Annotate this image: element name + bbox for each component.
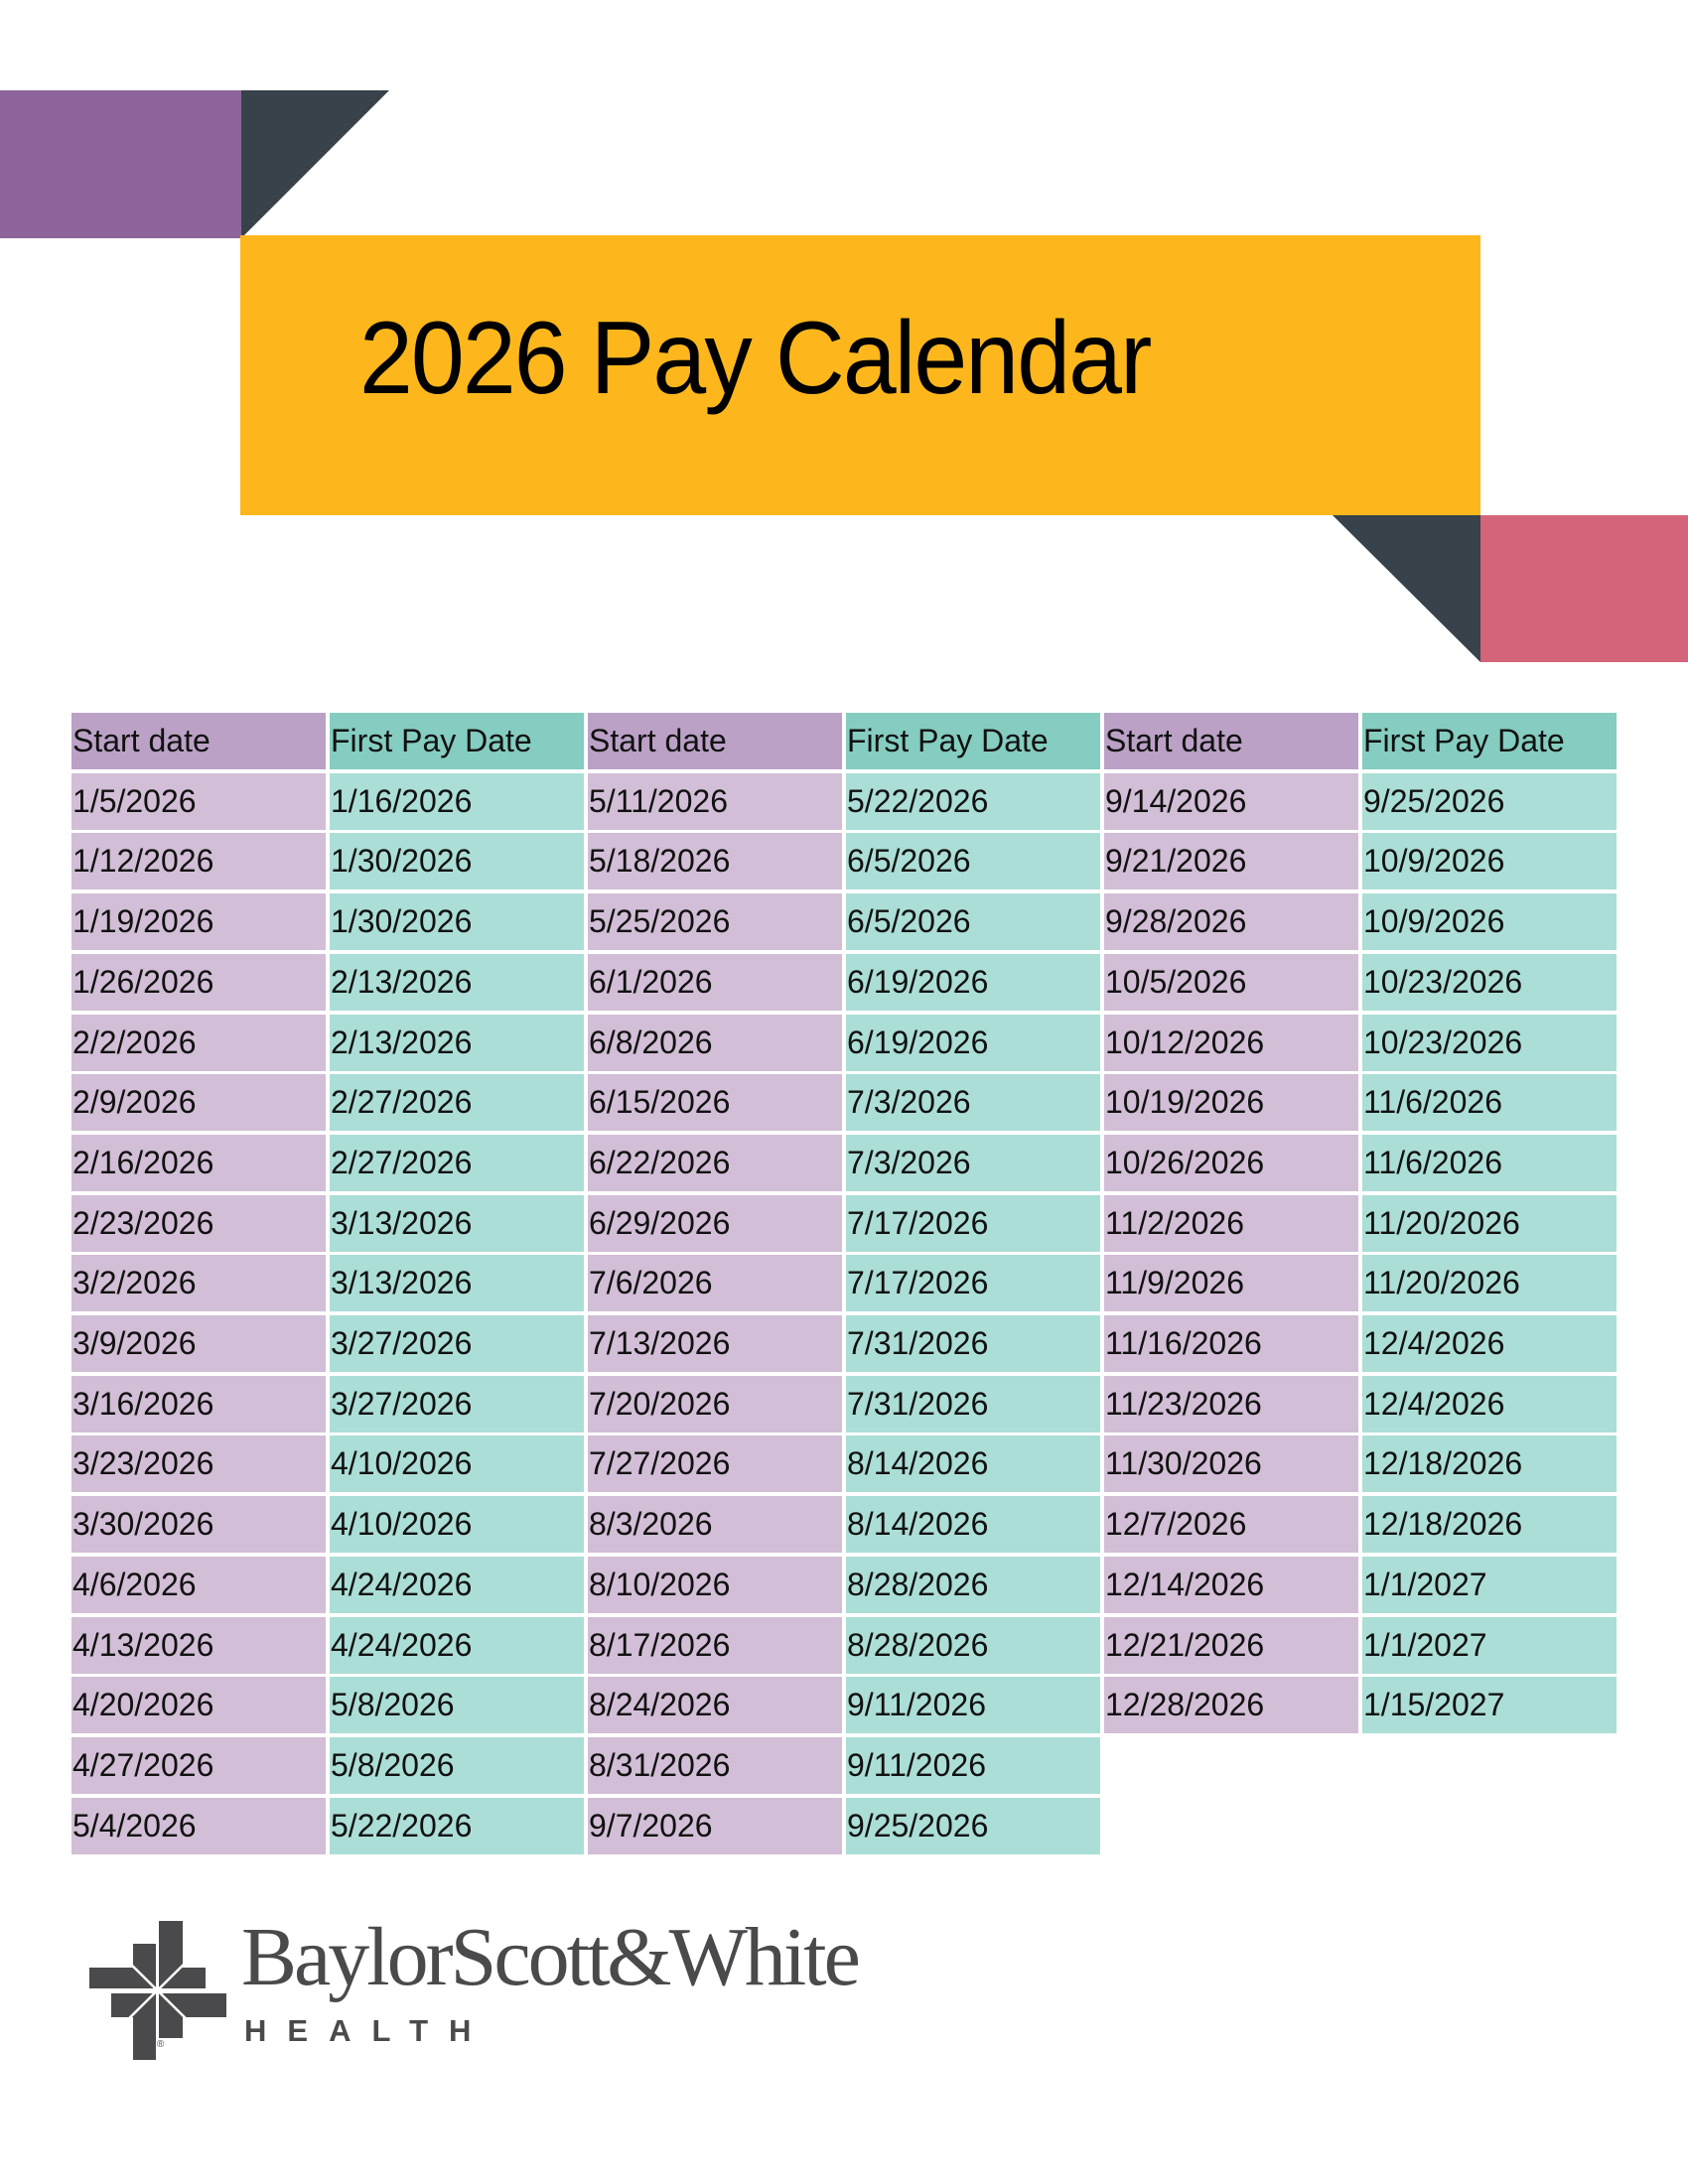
start-date-cell: 7/27/2026 <box>588 1435 842 1492</box>
first-pay-date-cell: 12/18/2026 <box>1362 1496 1617 1553</box>
header-start-date: Start date <box>71 713 326 769</box>
start-date-cell: 4/20/2026 <box>71 1677 326 1733</box>
start-date-cell: 10/26/2026 <box>1104 1135 1358 1191</box>
start-date-cell: 10/5/2026 <box>1104 954 1358 1011</box>
start-date-cell: 12/21/2026 <box>1104 1617 1358 1674</box>
start-date-cell: 5/11/2026 <box>588 773 842 830</box>
start-date-cell: 1/12/2026 <box>71 833 326 889</box>
start-date-cell: 8/3/2026 <box>588 1496 842 1553</box>
first-pay-date-cell: 6/5/2026 <box>846 833 1100 889</box>
first-pay-date-cell: 6/5/2026 <box>846 893 1100 950</box>
start-date-cell: 2/2/2026 <box>71 1015 326 1071</box>
first-pay-date-cell: 3/27/2026 <box>330 1376 584 1433</box>
first-pay-date-cell: 10/9/2026 <box>1362 893 1617 950</box>
dark-accent-triangle-left <box>241 90 389 238</box>
first-pay-date-cell: 3/13/2026 <box>330 1255 584 1311</box>
start-date-cell: 3/2/2026 <box>71 1255 326 1311</box>
start-date-cell: 4/6/2026 <box>71 1557 326 1613</box>
start-date-cell: 5/25/2026 <box>588 893 842 950</box>
first-pay-date-cell: 4/10/2026 <box>330 1435 584 1492</box>
start-date-cell: 7/6/2026 <box>588 1255 842 1311</box>
first-pay-date-cell: 5/22/2026 <box>846 773 1100 830</box>
start-date-cell: 1/19/2026 <box>71 893 326 950</box>
logo-wordmark: BaylorScott&White <box>241 1911 858 2003</box>
start-date-cell: 1/5/2026 <box>71 773 326 830</box>
start-date-cell: 7/20/2026 <box>588 1376 842 1433</box>
start-date-cell: 3/16/2026 <box>71 1376 326 1433</box>
first-pay-date-cell: 11/20/2026 <box>1362 1195 1617 1252</box>
start-date-cell: 10/12/2026 <box>1104 1015 1358 1071</box>
start-date-cell: 11/16/2026 <box>1104 1315 1358 1372</box>
logo-subline: HEALTH <box>244 2013 492 2048</box>
first-pay-date-cell: 12/18/2026 <box>1362 1435 1617 1492</box>
first-pay-date-cell: 7/31/2026 <box>846 1315 1100 1372</box>
first-pay-date-cell: 8/28/2026 <box>846 1617 1100 1674</box>
start-date-cell: 9/14/2026 <box>1104 773 1358 830</box>
start-date-cell: 5/18/2026 <box>588 833 842 889</box>
dark-accent-triangle-right <box>1333 515 1480 662</box>
first-pay-date-cell: 12/4/2026 <box>1362 1376 1617 1433</box>
first-pay-date-cell: 12/4/2026 <box>1362 1315 1617 1372</box>
first-pay-date-cell: 10/23/2026 <box>1362 1015 1617 1071</box>
first-pay-date-cell: 3/27/2026 <box>330 1315 584 1372</box>
first-pay-date-cell: 7/31/2026 <box>846 1376 1100 1433</box>
page-title: 2026 Pay Calendar <box>359 301 1151 416</box>
first-pay-date-cell: 10/9/2026 <box>1362 833 1617 889</box>
start-date-cell: 9/28/2026 <box>1104 893 1358 950</box>
purple-accent-block <box>0 90 241 238</box>
first-pay-date-cell: 1/1/2027 <box>1362 1557 1617 1613</box>
company-logo <box>87 1911 882 2075</box>
start-date-cell: 2/9/2026 <box>71 1074 326 1131</box>
start-date-cell: 11/9/2026 <box>1104 1255 1358 1311</box>
first-pay-date-cell: 4/24/2026 <box>330 1617 584 1674</box>
header-first-pay-date: First Pay Date <box>846 713 1100 769</box>
first-pay-date-cell: 1/30/2026 <box>330 833 584 889</box>
first-pay-date-cell: 7/3/2026 <box>846 1135 1100 1191</box>
start-date-cell: 2/23/2026 <box>71 1195 326 1252</box>
first-pay-date-cell: 10/23/2026 <box>1362 954 1617 1011</box>
start-date-cell: 9/21/2026 <box>1104 833 1358 889</box>
start-date-cell: 11/23/2026 <box>1104 1376 1358 1433</box>
first-pay-date-cell: 9/11/2026 <box>846 1677 1100 1733</box>
start-date-cell: 11/30/2026 <box>1104 1435 1358 1492</box>
start-date-cell: 3/30/2026 <box>71 1496 326 1553</box>
start-date-cell: 8/17/2026 <box>588 1617 842 1674</box>
first-pay-date-cell: 3/13/2026 <box>330 1195 584 1252</box>
start-date-cell: 8/10/2026 <box>588 1557 842 1613</box>
start-date-cell: 3/23/2026 <box>71 1435 326 1492</box>
first-pay-date-cell: 8/14/2026 <box>846 1496 1100 1553</box>
header-first-pay-date: First Pay Date <box>330 713 584 769</box>
first-pay-date-cell: 1/1/2027 <box>1362 1617 1617 1674</box>
first-pay-date-cell: 11/6/2026 <box>1362 1135 1617 1191</box>
start-date-cell: 6/8/2026 <box>588 1015 842 1071</box>
first-pay-date-cell: 7/3/2026 <box>846 1074 1100 1131</box>
first-pay-date-cell: 2/13/2026 <box>330 954 584 1011</box>
start-date-cell: 10/19/2026 <box>1104 1074 1358 1131</box>
start-date-cell: 1/26/2026 <box>71 954 326 1011</box>
first-pay-date-cell: 1/15/2027 <box>1362 1677 1617 1733</box>
first-pay-date-cell: 4/10/2026 <box>330 1496 584 1553</box>
start-date-cell: 6/29/2026 <box>588 1195 842 1252</box>
start-date-cell: 12/14/2026 <box>1104 1557 1358 1613</box>
first-pay-date-cell: 6/19/2026 <box>846 954 1100 1011</box>
first-pay-date-cell: 9/25/2026 <box>1362 773 1617 830</box>
first-pay-date-cell: 9/25/2026 <box>846 1798 1100 1854</box>
first-pay-date-cell: 2/27/2026 <box>330 1135 584 1191</box>
start-date-cell: 5/4/2026 <box>71 1798 326 1854</box>
first-pay-date-cell: 11/20/2026 <box>1362 1255 1617 1311</box>
first-pay-date-cell: 4/24/2026 <box>330 1557 584 1613</box>
first-pay-date-cell: 2/27/2026 <box>330 1074 584 1131</box>
start-date-cell: 12/28/2026 <box>1104 1677 1358 1733</box>
first-pay-date-cell: 7/17/2026 <box>846 1195 1100 1252</box>
start-date-cell: 6/1/2026 <box>588 954 842 1011</box>
start-date-cell: 8/31/2026 <box>588 1737 842 1794</box>
start-date-cell: 4/13/2026 <box>71 1617 326 1674</box>
header-first-pay-date: First Pay Date <box>1362 713 1617 769</box>
start-date-cell: 12/7/2026 <box>1104 1496 1358 1553</box>
start-date-cell: 8/24/2026 <box>588 1677 842 1733</box>
start-date-cell: 7/13/2026 <box>588 1315 842 1372</box>
first-pay-date-cell: 8/14/2026 <box>846 1435 1100 1492</box>
start-date-cell: 6/22/2026 <box>588 1135 842 1191</box>
first-pay-date-cell: 9/11/2026 <box>846 1737 1100 1794</box>
start-date-cell: 4/27/2026 <box>71 1737 326 1794</box>
first-pay-date-cell: 5/22/2026 <box>330 1798 584 1854</box>
start-date-cell: 3/9/2026 <box>71 1315 326 1372</box>
header-start-date: Start date <box>1104 713 1358 769</box>
first-pay-date-cell: 1/30/2026 <box>330 893 584 950</box>
title-banner <box>240 235 1480 515</box>
registered-mark: ® <box>157 2039 165 2050</box>
start-date-cell: 11/2/2026 <box>1104 1195 1358 1252</box>
start-date-cell: 6/15/2026 <box>588 1074 842 1131</box>
start-date-cell: 9/7/2026 <box>588 1798 842 1854</box>
first-pay-date-cell: 7/17/2026 <box>846 1255 1100 1311</box>
first-pay-date-cell: 6/19/2026 <box>846 1015 1100 1071</box>
pink-accent-block <box>1480 515 1688 662</box>
header-start-date: Start date <box>588 713 842 769</box>
first-pay-date-cell: 5/8/2026 <box>330 1677 584 1733</box>
first-pay-date-cell: 1/16/2026 <box>330 773 584 830</box>
first-pay-date-cell: 2/13/2026 <box>330 1015 584 1071</box>
start-date-cell: 2/16/2026 <box>71 1135 326 1191</box>
first-pay-date-cell: 8/28/2026 <box>846 1557 1100 1613</box>
first-pay-date-cell: 11/6/2026 <box>1362 1074 1617 1131</box>
first-pay-date-cell: 5/8/2026 <box>330 1737 584 1794</box>
